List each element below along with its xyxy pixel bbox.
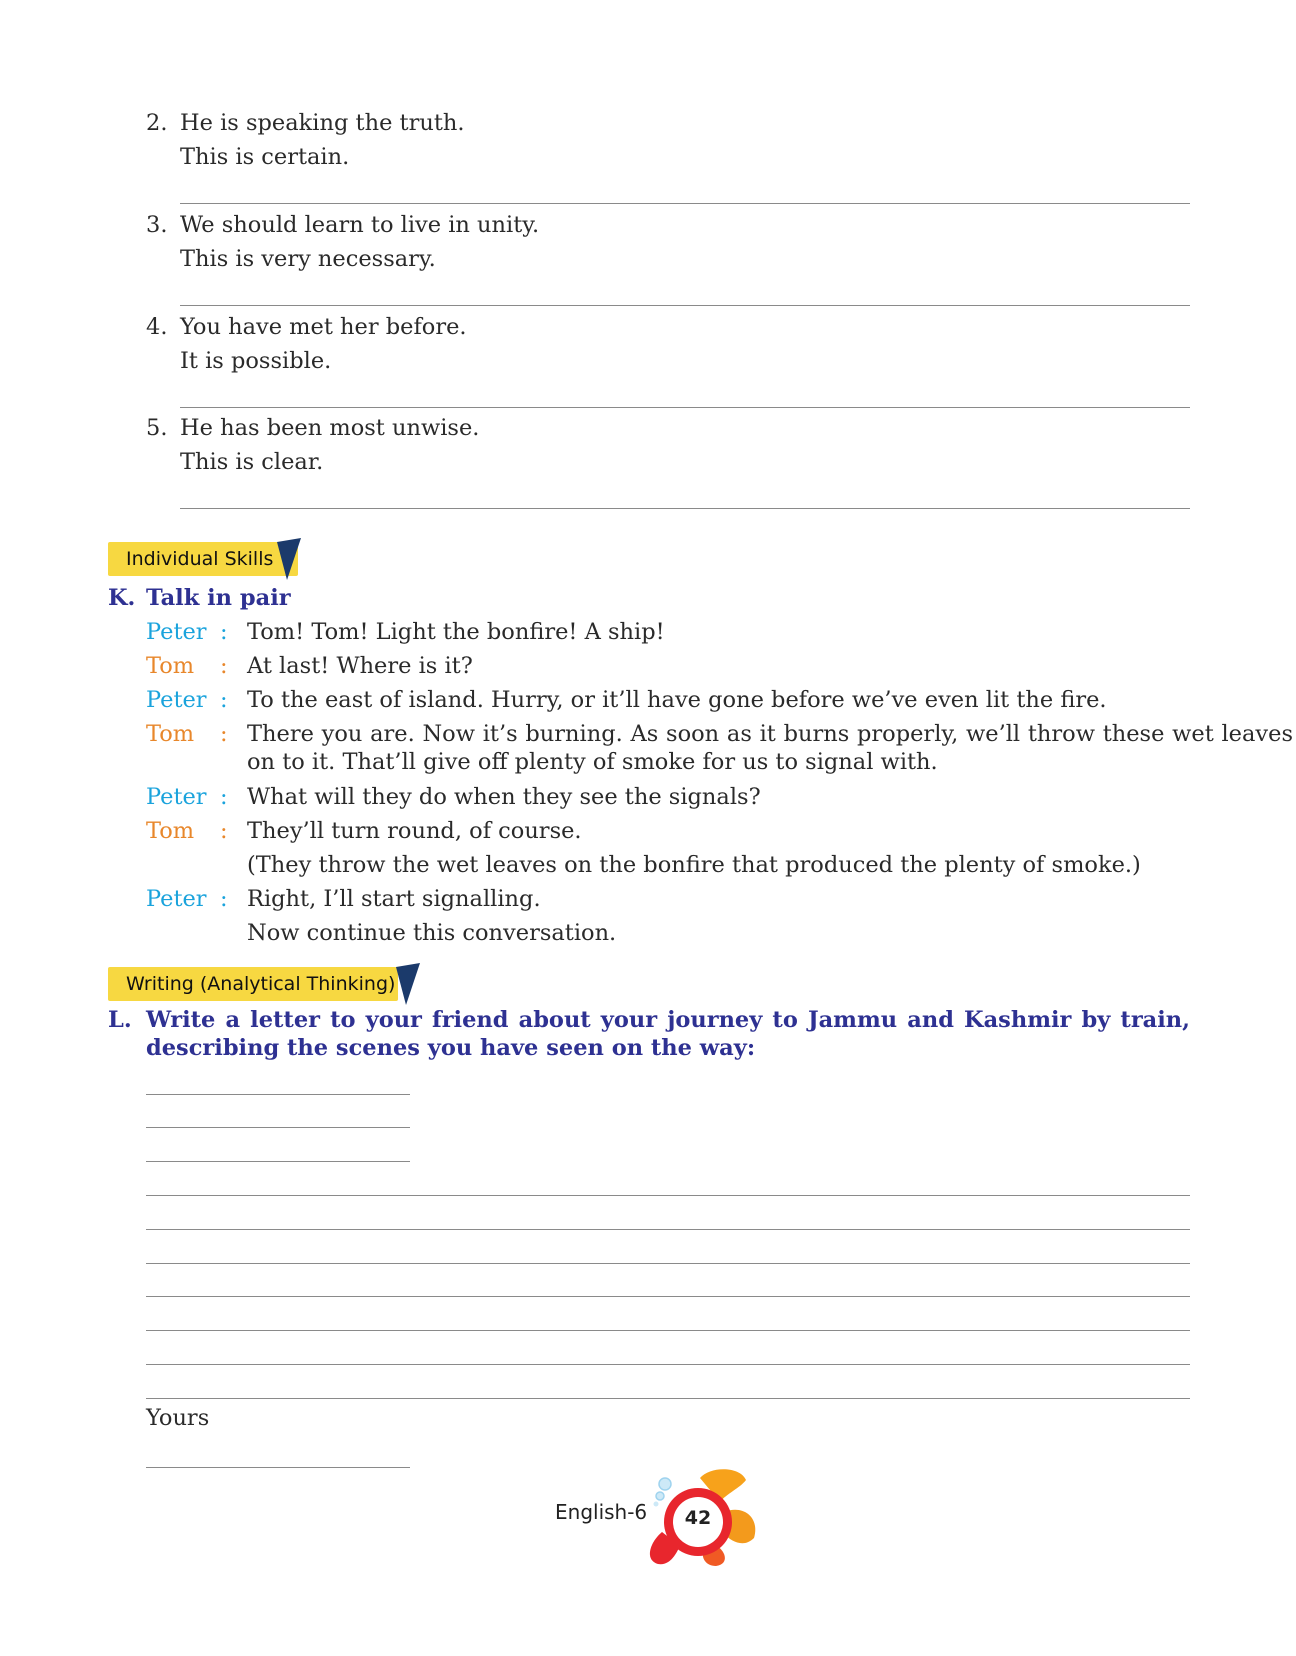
item-followup: This is very necessary. xyxy=(180,246,436,272)
dialogue-line: (They throw the wet leaves on the bonfire that produced the plenty of smoke.) xyxy=(247,852,1141,878)
item-followup: This is certain. xyxy=(180,144,350,170)
item-sentence: He has been most unwise. xyxy=(180,415,480,441)
banner-label: Individual Skills xyxy=(108,542,298,576)
answer-line[interactable] xyxy=(180,407,1190,408)
banner-label: Writing (Analytical Thinking) xyxy=(108,967,398,1001)
writing-line[interactable] xyxy=(146,1398,1190,1399)
speaker-name: Peter xyxy=(146,886,207,912)
item-number: 5. xyxy=(146,415,168,441)
item-followup: This is clear. xyxy=(180,449,324,475)
answer-line[interactable] xyxy=(180,508,1190,509)
item-sentence: You have met her before. xyxy=(180,314,467,340)
address-line[interactable] xyxy=(146,1127,410,1128)
dialogue-row xyxy=(146,686,1296,714)
speaker-name: Tom xyxy=(146,818,195,844)
letter-closing: Yours xyxy=(146,1405,210,1431)
banner-flag-icon xyxy=(392,963,420,1005)
speaker-colon: : xyxy=(220,653,228,679)
dialogue-line: They’ll turn round, of course. xyxy=(247,818,582,844)
answer-line[interactable] xyxy=(180,203,1190,204)
address-line[interactable] xyxy=(146,1094,410,1095)
signature-line[interactable] xyxy=(146,1467,410,1468)
writing-line[interactable] xyxy=(146,1296,1190,1297)
question-title: Write a letter to your friend about your journey to Jammu and Kashmir by train, describing the scenes you have seen on the way: xyxy=(146,1007,1190,1061)
footer-book-title: English-6 xyxy=(555,1500,648,1524)
page-number: 42 xyxy=(684,1507,712,1529)
instruction-line xyxy=(146,919,1296,947)
dialogue-row xyxy=(146,652,1296,680)
speaker-name: Tom xyxy=(146,721,195,747)
dialogue-row xyxy=(146,720,1296,776)
speaker-name: Peter xyxy=(146,784,207,810)
dialogue-line: Now continue this conversation. xyxy=(247,920,617,946)
speaker-name: Peter xyxy=(146,687,207,713)
dialogue-row xyxy=(146,885,1296,913)
writing-line[interactable] xyxy=(146,1195,1190,1196)
dialogue-line: At last! Where is it? xyxy=(247,653,473,679)
item-sentence: He is speaking the truth. xyxy=(180,110,465,136)
speaker-colon: : xyxy=(220,886,228,912)
writing-line[interactable] xyxy=(146,1330,1190,1331)
answer-line[interactable] xyxy=(180,305,1190,306)
question-letter: K. xyxy=(108,585,136,611)
item-followup: It is possible. xyxy=(180,348,332,374)
dialogue-line: To the east of island. Hurry, or it’ll have gone before we’ve even lit the fire. xyxy=(247,687,1107,713)
item-number: 2. xyxy=(146,110,168,136)
question-title: Talk in pair xyxy=(146,585,291,611)
dialogue-line: Tom! Tom! Light the bonfire! A ship! xyxy=(247,619,665,645)
dialogue-line: There you are. Now it’s burning. As soon as it burns properly, we’ll throw these wet leaves on to it. That’ll give off plenty of smoke for us to signal with. xyxy=(247,721,1293,775)
dialogue-line: What will they do when they see the signals? xyxy=(247,784,761,810)
speaker-colon: : xyxy=(220,619,228,645)
speaker-name: Peter xyxy=(146,619,207,645)
dialogue-line: Right, I’ll start signalling. xyxy=(247,886,541,912)
item-number: 3. xyxy=(146,212,168,238)
item-number: 4. xyxy=(146,314,168,340)
speaker-colon: : xyxy=(220,784,228,810)
speaker-colon: : xyxy=(220,721,228,747)
dialogue-row xyxy=(146,783,1296,811)
item-sentence: We should learn to live in unity. xyxy=(180,212,540,238)
banner-flag-icon xyxy=(273,538,301,580)
section-banner xyxy=(108,542,298,576)
writing-line[interactable] xyxy=(146,1263,1190,1264)
dialogue-row xyxy=(146,618,1296,646)
speaker-name: Tom xyxy=(146,653,195,679)
speaker-colon: : xyxy=(220,818,228,844)
dialogue-row xyxy=(146,817,1296,845)
stage-direction xyxy=(146,851,1296,879)
question-letter: L. xyxy=(108,1007,132,1033)
address-line[interactable] xyxy=(146,1161,410,1162)
writing-line[interactable] xyxy=(146,1364,1190,1365)
speaker-colon: : xyxy=(220,687,228,713)
section-banner xyxy=(108,967,413,1001)
writing-line[interactable] xyxy=(146,1229,1190,1230)
